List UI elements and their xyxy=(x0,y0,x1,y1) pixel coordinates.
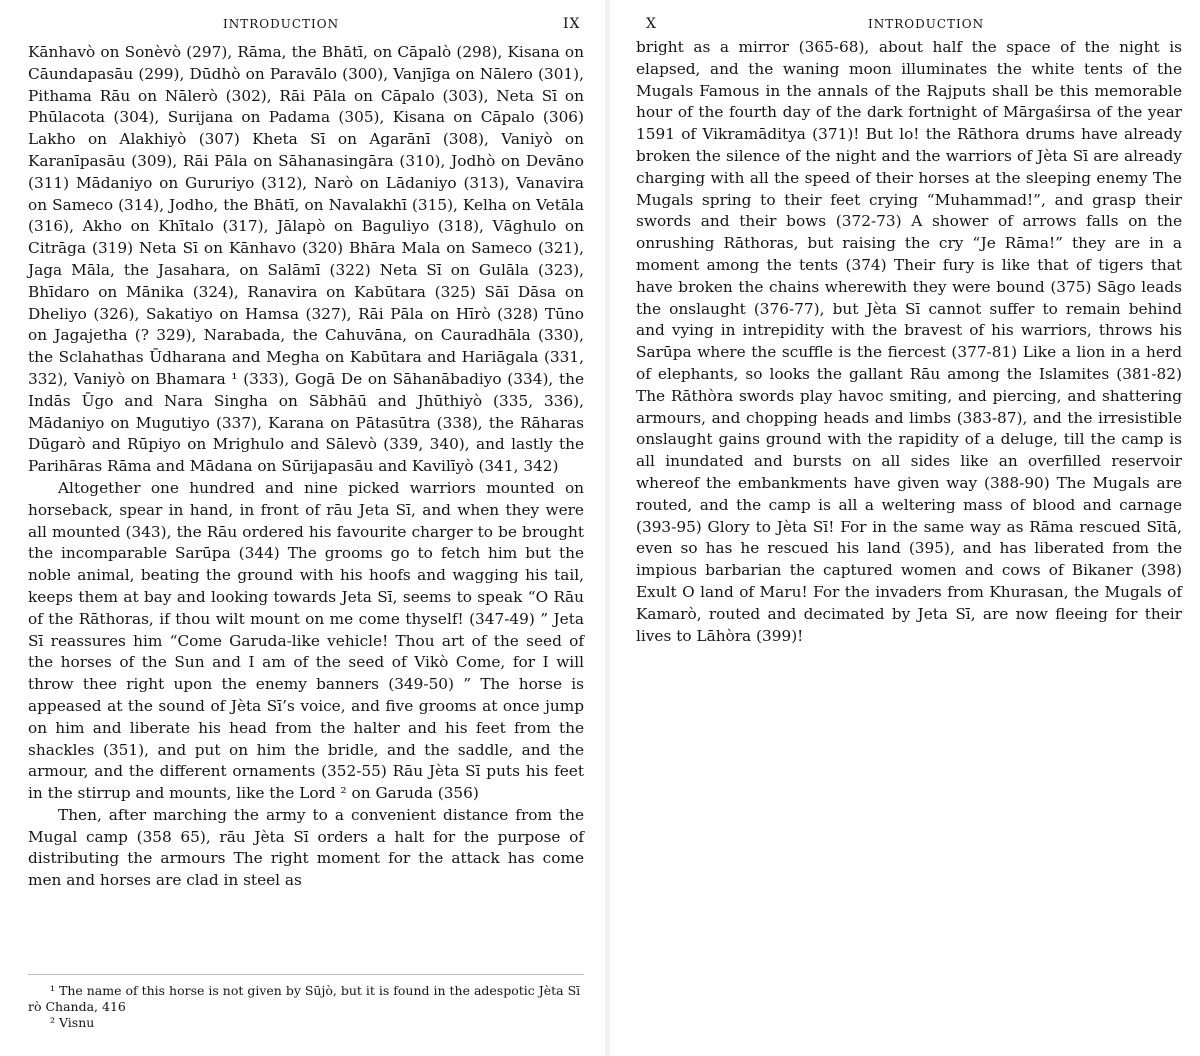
left-page-header-title: INTRODUCTION xyxy=(223,17,340,31)
right-page-number: X xyxy=(646,16,657,32)
book-gutter xyxy=(605,0,610,1056)
right-page-body xyxy=(636,37,1182,647)
left-page-number: IX xyxy=(563,16,581,32)
right-page xyxy=(612,0,1200,1056)
left-page-footnotes xyxy=(28,974,584,1031)
left-paragraph-2: Altogether one hundred and nine picked warriors mounted on horseback, spear in hand, in front of rāu Jeta Sī, and when they were all mounted (343), the Rāu ordered his favourite charger to be brought the incomparable Sarūpa (344) The grooms go to fetch him but the noble animal, beating the ground with his hoofs and wagging his tail, keeps them at bay and looking towards Jeta Sī, seems to speak “O Rāu of the Rāthoras, if thou wilt mount on me come thyself! (347-49) ” Jeta Sī reassures him “Come Garuda-like vehicle! Thou art of the seed of the horses of the Sun and I am of the seed of Vikò Come, for I will throw thee right upon the enemy banners (349-50) ” The horse is appeased at the sound of Jèta Sī’s voice, and five grooms at once jump on him and liberate his head from the halter and his feet from the shackles (351), and put on him the bridle, and the saddle, and the armour, and the different ornaments (352-55) Rāu Jèta Sī puts his feet in the stirrup and mounts, like the Lord ² on Garuda (356) xyxy=(28,478,584,803)
right-page-header-title: INTRODUCTION xyxy=(868,17,985,31)
left-paragraph-3: Then, after marching the army to a convenient distance from the Mugal camp (358 65), rāu Jèta Sī orders a halt for the purpose of distributing the armours The right moment for the attack has come men and horses are clad in steel as xyxy=(28,805,584,890)
right-paragraph-1: bright as a mirror (365-68), about half the space of the night is elapsed, and the waning moon illuminates the white tents of the Mugals Famous in the annals of the Rajputs shall be this memorable hour of the fourth day of the dark fortnight of Mārgaśirsa of the year 1591 of Vikramāditya (371)! But lo! the Rāthora drums have already broken the silence of the night and the warriors of Jèta Sī are already charging with all the speed of their horses at the sleeping enemy The Mugals spring to their feet crying “Muhammad!”, and grasp their swords and their bows (372-73) A shower of arrows falls on the onrushing Rāthoras, but raising the cry “Je Rāma!” they are in a moment among the tents (374) Their fury is like that of tigers that have broken the chains wherewith they were bound (375) Sāgo leads the onslaught (376-77), but Jèta Sī cannot suffer to remain behind and vying in intrepidity with the bravest of his warriors, throws his Sarūpa where the scuffle is the fiercest (377-81) Like a lion in a herd of elephants, so looks the gallant Rāu among the Islamites (381-82) The Rāthòra swords play havoc smiting, and piercing, and shattering armours, and chopping heads and limbs (383-87), and the irresistible onslaught gains ground with the rapidity of a deluge, till the camp is all inundated and bursts on all sides like an overfilled reservoir whereof the embankments have given way (388-90) The Mugals are routed, and the camp is all a weltering mass of blood and carnage (393-95) Glory to Jèta Sī! For in the same way as Rāma rescued Sītā, even so has he rescued his land (395), and has liberated from the impious barbarian the captured women and cows of Bikaner (398) Exult O land of Maru! For the invaders from Khurasan, the Mugals of Kamarò, routed and decimated by Jeta Sī, are now fleeing for their lives to Lāhòra (399)! xyxy=(636,38,1182,645)
footnote-2: ² Visnu xyxy=(50,1015,95,1030)
left-page-body xyxy=(28,42,584,892)
footnote-1: ¹ The name of this horse is not given by Sūjò, but it is found in the adespotic Jèta Sī rò Chanda, 416 xyxy=(28,983,581,1014)
left-paragraph-1: Kānhavò on Sonèvò (297), Rāma, the Bhātī, on Cāpalò (298), Kisana on Cāundapasāu (299), Dūdhò on Paravālo (300), Vanjīga on Nālero (301), Pithama Rāu on Nālerò (302), Rāi Pāla on Cāpalo (303), Neta Sī on Phūlacota (304), Surijana on Padama (305), Kisana on Cāpalo (306) Lakho on Alakhiyò (307) Kheta Sī on Agarānī (308), Vaniyò on Karanīpasāu (309), Rāi Pāla on Sāhanasingāra (310), Jodhò on Devāno (311) Mādaniyo on Gururiyo (312), Narò on Lādaniyo (313), Vanavira on Sameco (314), Jodho, the Bhātī, on Navalakhī (315), Kelha on Vetāla (316), Akho on Khītalo (317), Jālapò on Baguliyo (318), Vāghulo on Citrāga (319) Neta Sī on Kānhavo (320) Bhāra Mala on Sameco (321), Jaga Māla, the Jasahara, on Salāmī (322) Neta Sī on Gulāla (323), Bhīdaro on Mānika (324), Ranavira on Kabūtara (325) Sāī Dāsa on Dheliyo (326), Sakatiyo on Hamsa (327), Rāi Pāla on Hīrò (328) Tūno on Jagajetha (? 329), Narabada, the Cahuvāna, on Cauradhāla (330), the Sclahathas Ūdharana and Megha on Kabūtara and Hariāgala (331, 332), Vaniyò on Bhamara ¹ (333), Gogā De on Sāhanābadiyo (334), the Indās Ūgo and Nara Singha on Sābhāū and Jhūthiyò (335, 336), Mādaniyo on Mugutiyo (337), Karana on Pātasūtra (338), the Rāharas Dūgarò and Rūpiyo on Mrighulo and Sālevò (339, 340), and lastly the Parihāras Rāma and Mādana on Sūrijapasāu and Kavilīyò (341, 342) xyxy=(28,43,584,476)
right-running-head xyxy=(636,12,1182,36)
left-running-head xyxy=(28,12,584,36)
